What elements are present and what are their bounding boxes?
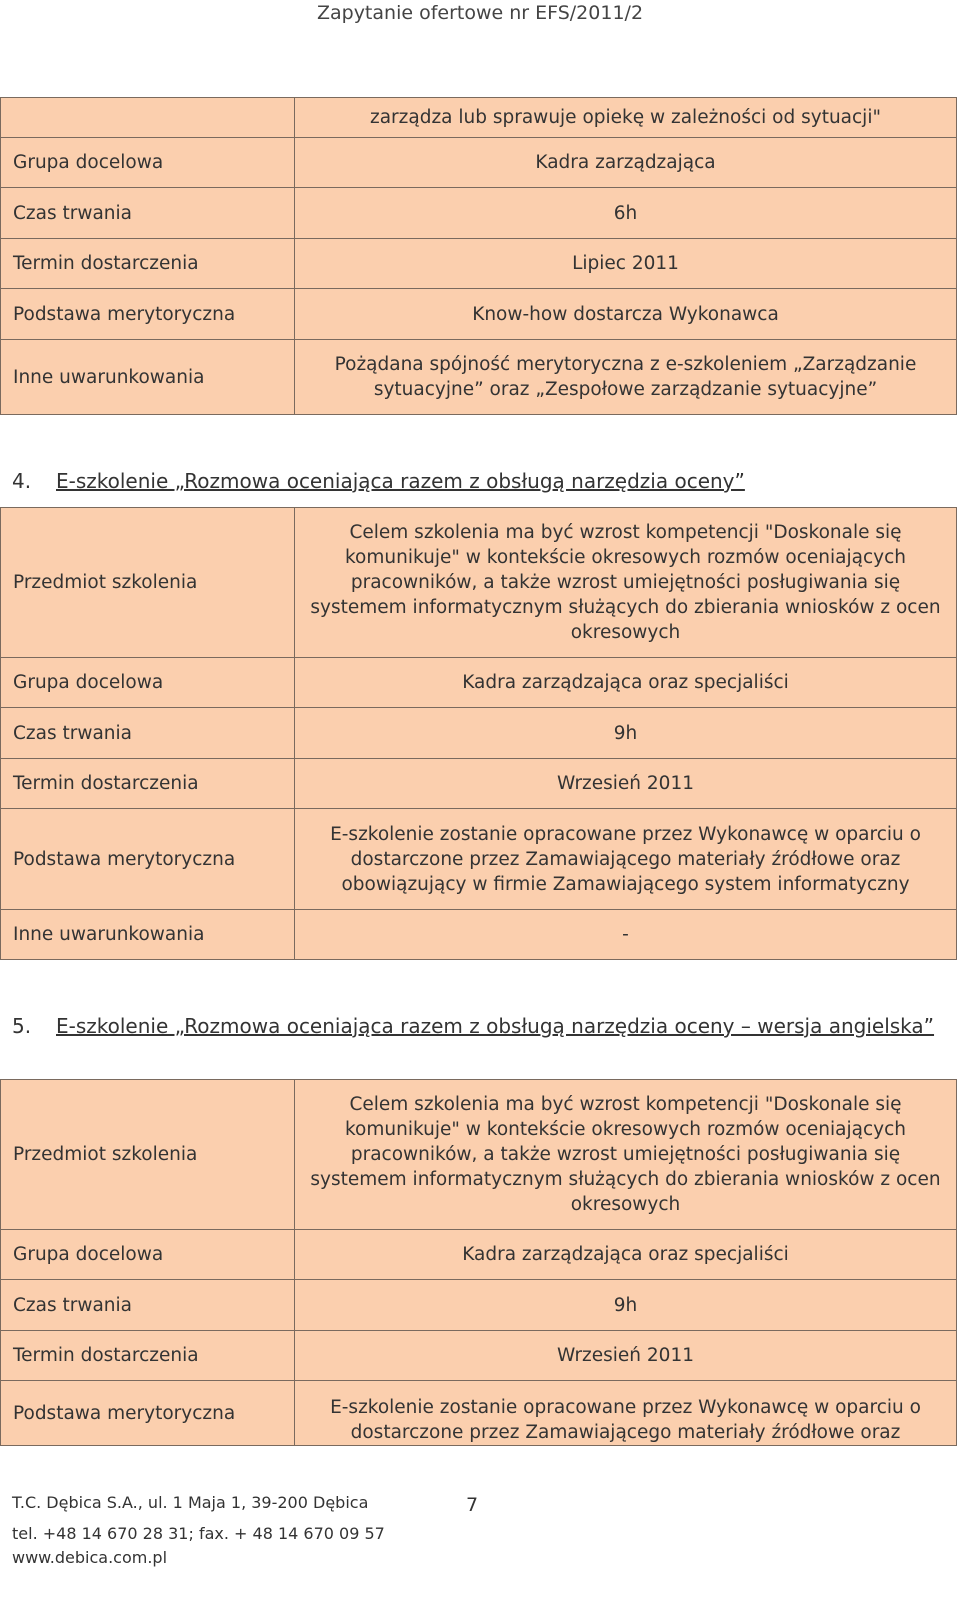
row-label: Termin dostarczenia <box>1 1331 295 1381</box>
table-row <box>1 1381 957 1446</box>
row-value: Know-how dostarcza Wykonawca <box>295 289 957 340</box>
footer-company: T.C. Dębica S.A., ul. 1 Maja 1, 39-200 Dębica <box>12 1493 369 1512</box>
row-label: Podstawa merytoryczna <box>1 809 295 910</box>
row-value: Kadra zarządzająca <box>295 138 957 188</box>
row-label: Czas trwania <box>1 188 295 239</box>
table-row <box>1 289 957 340</box>
table-row <box>1 910 957 960</box>
table-row <box>1 1280 957 1331</box>
page-number: 7 <box>466 1494 479 1516</box>
table-row <box>1 138 957 188</box>
row-value: Wrzesień 2011 <box>295 759 957 809</box>
section-number: 5. <box>12 1014 32 1038</box>
row-value: 6h <box>295 188 957 239</box>
table-row <box>1 809 957 910</box>
row-value: E-szkolenie zostanie opracowane przez Wykonawcę w oparciu o dostarczone przez Zamawiającego materiały źródłowe oraz obowiązujący w firmie Zamawiającego system informatyczny <box>295 809 957 910</box>
row-value: 9h <box>295 708 957 759</box>
footer-phone: tel. +48 14 670 28 31; fax. + 48 14 670 09 57 <box>12 1524 385 1543</box>
section-title: E-szkolenie „Rozmowa oceniająca razem z obsługą narzędzia oceny – wersja angielska” <box>56 1014 935 1038</box>
row-value: zarządza lub sprawuje opiekę w zależności od sytuacji" <box>295 98 957 138</box>
row-value: 9h <box>295 1280 957 1331</box>
section-number: 4. <box>12 469 32 493</box>
row-label: Inne uwarunkowania <box>1 340 295 415</box>
footer-website[interactable]: www.debica.com.pl <box>12 1548 168 1567</box>
row-value: Celem szkolenia ma być wzrost kompetencji "Doskonale się komunikuje" w kontekście okresowych rozmów oceniających pracowników, a także wzrost umiejętności posługiwania się systemem informatycznym służących do zbierania wniosków z ocen okresowych <box>295 508 957 658</box>
row-value: - <box>295 910 957 960</box>
row-value: Celem szkolenia ma być wzrost kompetencji "Doskonale się komunikuje" w kontekście okresowych rozmów oceniających pracowników, a także wzrost umiejętności posługiwania się systemem informatycznym służących do zbierania wniosków z ocen okresowych <box>295 1080 957 1230</box>
section-title: E-szkolenie „Rozmowa oceniająca razem z obsługą narzędzia oceny” <box>56 469 745 493</box>
table-row <box>1 98 957 138</box>
table-row <box>1 508 957 658</box>
row-label: Czas trwania <box>1 708 295 759</box>
table-previous-training <box>0 97 957 415</box>
table-row <box>1 1080 957 1230</box>
row-label: Grupa docelowa <box>1 1230 295 1280</box>
table-row <box>1 1230 957 1280</box>
row-label: Podstawa merytoryczna <box>1 289 295 340</box>
table-row <box>1 708 957 759</box>
row-label: Podstawa merytoryczna <box>1 1381 295 1446</box>
table-row <box>1 1331 957 1381</box>
table-row <box>1 658 957 708</box>
row-value: Kadra zarządzająca oraz specjaliści <box>295 658 957 708</box>
row-label: Przedmiot szkolenia <box>1 1080 295 1230</box>
row-label: Inne uwarunkowania <box>1 910 295 960</box>
row-label: Termin dostarczenia <box>1 759 295 809</box>
table-row <box>1 759 957 809</box>
table-section-4 <box>0 507 957 960</box>
row-value: Kadra zarządzająca oraz specjaliści <box>295 1230 957 1280</box>
row-label <box>1 98 295 138</box>
table-row <box>1 340 957 415</box>
table-row <box>1 188 957 239</box>
row-label: Grupa docelowa <box>1 658 295 708</box>
row-value: Wrzesień 2011 <box>295 1331 957 1381</box>
table-row <box>1 239 957 289</box>
page-header: Zapytanie ofertowe nr EFS/2011/2 <box>316 2 644 24</box>
row-label: Grupa docelowa <box>1 138 295 188</box>
row-label: Termin dostarczenia <box>1 239 295 289</box>
section-4-heading <box>12 467 745 495</box>
row-value: Lipiec 2011 <box>295 239 957 289</box>
row-label: Czas trwania <box>1 1280 295 1331</box>
row-value: E-szkolenie zostanie opracowane przez Wykonawcę w oparciu o dostarczone przez Zamawiającego materiały źródłowe oraz <box>295 1381 957 1446</box>
row-value: Pożądana spójność merytoryczna z e-szkoleniem „Zarządzanie sytuacyjne” oraz „Zespołowe zarządzanie sytuacyjne” <box>295 340 957 415</box>
row-label: Przedmiot szkolenia <box>1 508 295 658</box>
table-section-5 <box>0 1079 957 1446</box>
section-5-heading <box>12 1012 938 1040</box>
